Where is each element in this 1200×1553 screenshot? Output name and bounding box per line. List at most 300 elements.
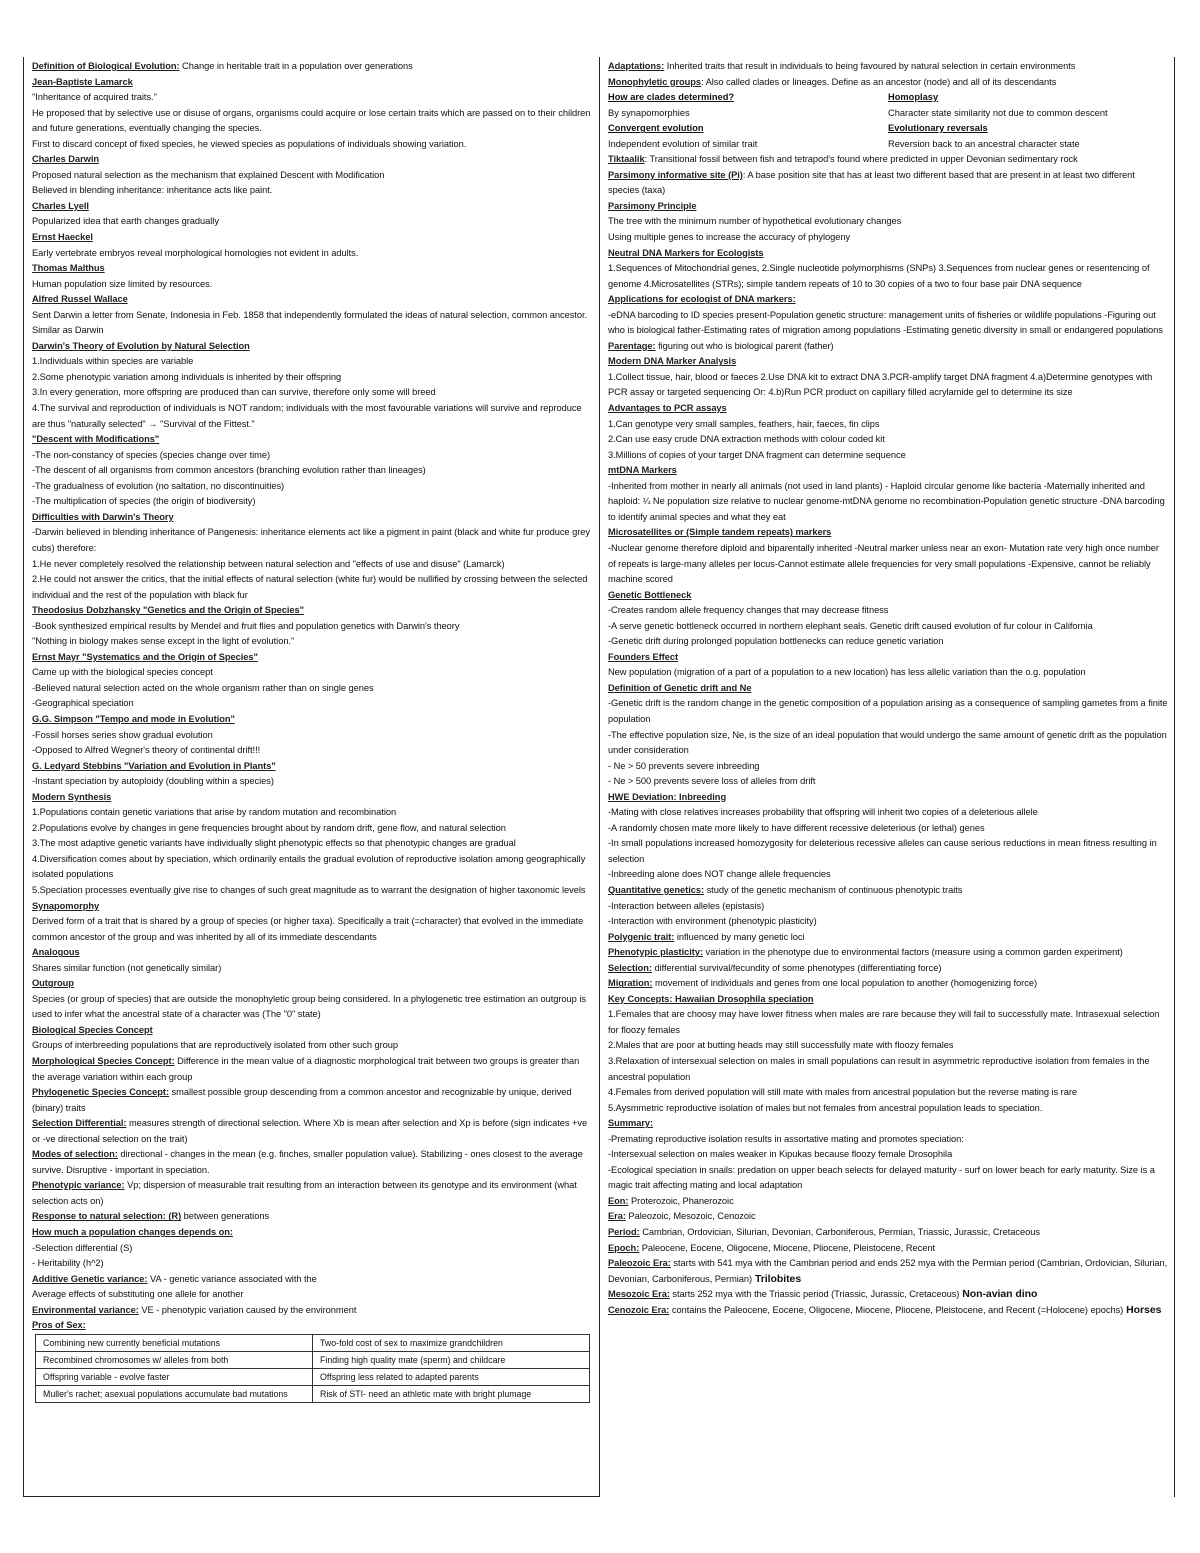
table-cell: Finding high quality mate (sperm) and childcare bbox=[313, 1351, 590, 1368]
note-entry bbox=[32, 572, 593, 603]
entry-text: 2.Can use easy crude DNA extraction methods with colour coded kit bbox=[608, 434, 885, 445]
entry-heading: Monophyletic groups bbox=[608, 76, 702, 87]
note-entry bbox=[608, 292, 1168, 308]
note-entry bbox=[608, 961, 1168, 977]
entry-text: between generations bbox=[181, 1211, 270, 1222]
entry-heading: Charles Lyell bbox=[32, 200, 89, 211]
entry-text: -Instant speciation by autoploidy (doubling within a species) bbox=[32, 776, 274, 787]
term-cell bbox=[888, 137, 1168, 153]
entry-text: 2.He could not answer the critics, that the initial effects of natural selection (white fur) would be nullified by crossing between the selected individual and the rest of the population with black fur bbox=[32, 574, 588, 600]
note-entry bbox=[608, 168, 1168, 199]
note-entry bbox=[32, 183, 593, 199]
note-entry bbox=[32, 59, 593, 75]
entry-text: 4.Females from derived population will still mate with males from ancestral population but the reverse mating is rare bbox=[608, 1087, 1078, 1098]
note-entry bbox=[32, 1287, 593, 1303]
entry-heading: HWE Deviation: Inbreeding bbox=[608, 791, 727, 802]
entry-text: 3.The most adaptive genetic variants have individually slight phenotypic effects so that phenotypic changes are gradual bbox=[32, 838, 516, 849]
entry-heading: Outgroup bbox=[32, 978, 74, 989]
entry-text: movement of individuals and genes from one local population to another (homogenizing force) bbox=[652, 978, 1037, 989]
entry-text: starts 252 mya with the Triassic period (Triassic, Jurassic, Cretaceous) bbox=[669, 1289, 960, 1300]
note-entry bbox=[32, 1085, 593, 1116]
entry-text: Derived form of a trait that is shared by a group of species (or higher taxa). Specifically a trait (=character) that evolved in the immediate common ancestor of the group and was inherited by all of its immediate descendants bbox=[32, 916, 584, 942]
note-entry bbox=[32, 1116, 593, 1147]
note-entry bbox=[32, 821, 593, 837]
note-entry bbox=[608, 448, 1168, 464]
entry-text: 1.Females that are choosy may have lower fitness when males are rare because they will fail to successfully mate. Intrasexual selection for floozy females bbox=[608, 1009, 1160, 1035]
entry-text: By synapomorphies bbox=[608, 107, 690, 118]
entry-text: Vp; dispersion of measurable trait resulting from an interaction between its genotype and its environment (what selection acts on) bbox=[32, 1180, 577, 1206]
note-entry bbox=[32, 681, 593, 697]
note-entry bbox=[32, 479, 593, 495]
entry-text: -In small populations increased homozygosity for deleterious recessive alleles can cause serious reductions in mean fitness resulting in selection bbox=[608, 838, 1157, 864]
entry-text: -A randomly chosen mate more likely to have different recessive deleterious (or lethal) genes bbox=[608, 822, 985, 833]
entry-heading: Polygenic trait: bbox=[608, 931, 675, 942]
term-cell bbox=[608, 137, 888, 153]
entry-text: 1.Sequences of Mitochondrial genes, 2.Single nucleotide polymorphisms (SNPs) 3.Sequences from nuclear genes or resentencing of genome 4.Microsatellites (STRs); simple tandem repeats of 10 to 30 copies of a two to four base pair DNA sequence bbox=[608, 263, 1150, 289]
note-entry bbox=[32, 510, 593, 526]
note-entry bbox=[608, 930, 1168, 946]
entry-text: variation in the phenotype due to environmental factors (measure using a common garden experiment) bbox=[703, 947, 1123, 958]
note-entry bbox=[608, 634, 1168, 650]
term-row bbox=[608, 137, 1168, 153]
note-entry bbox=[608, 805, 1168, 821]
entry-text: 3.Millions of copies of your target DNA fragment can determine sequence bbox=[608, 449, 906, 460]
entry-text: starts with 541 mya with the Cambrian period and ends 252 mya with the Permian period (Cambrian, Ordovician, Silurian, Devonian, Carboniferous, Permian) bbox=[608, 1258, 1168, 1284]
entry-heading: Epoch: bbox=[608, 1242, 640, 1253]
note-entry bbox=[32, 665, 593, 681]
entry-text: -The gradualness of evolution (no saltation, no discontinuities) bbox=[32, 480, 285, 491]
entry-text: Groups of interbreeding populations that are reproductively isolated from other such group bbox=[32, 1040, 399, 1051]
note-entry bbox=[32, 308, 593, 339]
note-entry bbox=[32, 759, 593, 775]
note-entry bbox=[608, 774, 1168, 790]
term-cell bbox=[608, 106, 888, 122]
entry-text: Believed in blending inheritance: inheritance acts like paint. bbox=[32, 185, 273, 196]
note-entry bbox=[32, 1272, 593, 1288]
entry-text: Cambrian, Ordovician, Silurian, Devonian, Carboniferous, Permian, Triassic, Jurassic, Cretaceous bbox=[639, 1227, 1040, 1238]
term-row bbox=[608, 90, 1168, 106]
note-entry bbox=[608, 1085, 1168, 1101]
entry-text: Reversion back to an ancestral character state bbox=[888, 138, 1080, 149]
note-entry bbox=[608, 75, 1168, 91]
entry-text: Character state similarity not due to common descent bbox=[888, 107, 1108, 118]
entry-heading: Modern DNA Marker Analysis bbox=[608, 356, 737, 367]
entry-text: -Fossil horses series show gradual evolution bbox=[32, 729, 213, 740]
note-entry bbox=[32, 137, 593, 153]
note-entry bbox=[608, 696, 1168, 727]
entry-text: 3.Relaxation of intersexual selection on males in small populations can result in asymmetric reproductive isolation from females in the ancestral population bbox=[608, 1056, 1150, 1082]
note-entry bbox=[608, 1038, 1168, 1054]
entry-text: : Transitional fossil between fish and tetrapod's found where predicted in upper Devonian sedimentary rock bbox=[644, 154, 1078, 165]
note-entry bbox=[32, 1241, 593, 1257]
note-entry bbox=[608, 1287, 1168, 1303]
entry-heading: Parsimony informative site (Pi) bbox=[608, 169, 743, 180]
entry-text: -Inherited from mother in nearly all animals (not used in land plants) - Haploid circular genome like bacteria -Maternally inherited and haploid: ¼ Ne population size relative to nuclear genome-mtDNA genome no recombination-Population genetic structure -DNA barcoding to identify animal species and what they eat bbox=[608, 480, 1165, 522]
entry-text: -Interaction with environment (phenotypic plasticity) bbox=[608, 916, 817, 927]
entry-heading: "Descent with Modifications" bbox=[32, 434, 160, 445]
note-entry bbox=[608, 525, 1168, 541]
table-cell: Combining new currently beneficial mutations bbox=[36, 1334, 313, 1351]
entry-heading: Cenozoic Era: bbox=[608, 1304, 670, 1315]
note-entry bbox=[608, 1147, 1168, 1163]
entry-text: influenced by many genetic loci bbox=[674, 931, 805, 942]
table-row bbox=[36, 1368, 590, 1385]
note-entry bbox=[608, 883, 1168, 899]
entry-text: 1.Individuals within species are variable bbox=[32, 356, 194, 367]
entry-heading: Alfred Russel Wallace bbox=[32, 294, 128, 305]
note-entry bbox=[32, 557, 593, 573]
entry-text: -Selection differential (S) bbox=[32, 1242, 133, 1253]
entry-text: 4.Diversification comes about by speciation, which ordinarily entails the gradual evolution of reproductive isolation among geographically isolated populations bbox=[32, 853, 586, 880]
entry-text: -Genetic drift during prolonged population bottlenecks can reduce genetic variation bbox=[608, 636, 944, 647]
note-entry bbox=[32, 339, 593, 355]
note-entry bbox=[608, 199, 1168, 215]
entry-text: -Mating with close relatives increases probability that offspring will inherit two copies of a deleterious allele bbox=[608, 807, 1038, 818]
note-entry bbox=[32, 1256, 593, 1272]
entry-heading: Era: bbox=[608, 1211, 626, 1222]
entry-text: 1.Collect tissue, hair, blood or faeces 2.Use DNA kit to extract DNA 3.PCR-amplify target DNA fragment 4.a)Determine genotypes with PCR assay or targeted sequencing Or: 4.b)Run PCR product on capillary filled acrylamide gel to determine its size bbox=[608, 371, 1153, 398]
note-entry bbox=[32, 292, 593, 308]
term-cell bbox=[888, 106, 1168, 122]
note-entry bbox=[608, 1225, 1168, 1241]
note-entry bbox=[32, 168, 593, 184]
entry-heading: Quantitative genetics: bbox=[608, 884, 705, 895]
left-entries bbox=[32, 59, 593, 1334]
cheat-sheet bbox=[23, 57, 1175, 1497]
entry-text: Difference in the mean value of a diagnostic morphological trait between two groups is greater than the average variation within each group bbox=[32, 1056, 580, 1082]
entry-text: - Ne > 500 prevents severe loss of alleles from drift bbox=[608, 776, 816, 787]
entry-text: Using multiple genes to increase the accuracy of phylogeny bbox=[608, 232, 851, 243]
note-entry bbox=[32, 230, 593, 246]
term-cell bbox=[608, 121, 888, 137]
note-entry bbox=[608, 261, 1168, 292]
entry-heading: Theodosius Dobzhansky "Genetics and the Origin of Species" bbox=[32, 605, 304, 616]
table-cell: Recombined chromosomes w/ alleles from both bbox=[36, 1351, 313, 1368]
note-entry bbox=[608, 976, 1168, 992]
note-entry bbox=[32, 619, 593, 635]
note-entry bbox=[32, 354, 593, 370]
entry-text: study of the genetic mechanism of continuous phenotypic traits bbox=[704, 884, 963, 895]
note-entry bbox=[608, 992, 1168, 1008]
entry-heading: Environmental variance: bbox=[32, 1304, 139, 1315]
note-entry bbox=[608, 59, 1168, 75]
entry-heading: Biological Species Concept bbox=[32, 1024, 153, 1035]
note-entry bbox=[32, 774, 593, 790]
entry-heading: Ernst Mayr "Systematics and the Origin of Species" bbox=[32, 651, 258, 662]
entry-text: -Intersexual selection on males weaker in Kipukas because floozy female Drosophila bbox=[608, 1149, 953, 1160]
entry-text: Sent Darwin a letter from Senate, Indonesia in Feb. 1858 that independently formulated the ideas of natural selection, common ancestor. Similar as Darwin bbox=[32, 309, 588, 336]
note-entry bbox=[608, 479, 1168, 526]
entry-text: Popularized idea that earth changes gradually bbox=[32, 216, 219, 227]
note-entry bbox=[32, 696, 593, 712]
note-entry bbox=[608, 821, 1168, 837]
entry-text: Human population size limited by resources. bbox=[32, 278, 213, 289]
entry-text: -Opposed to Alfred Wegner's theory of continental drift!!! bbox=[32, 745, 261, 756]
entry-text: : Also called clades or lineages. Define as an ancestor (node) and all of its descendants bbox=[701, 76, 1057, 87]
right-column bbox=[600, 57, 1175, 1497]
entry-text: First to discard concept of fixed species, he viewed species as populations of individuals showing variation. bbox=[32, 138, 467, 149]
entry-text: -A serve genetic bottleneck occurred in northern elephant seals. Genetic drift caused evolution of fur colour in California bbox=[608, 620, 1093, 631]
note-entry bbox=[608, 1303, 1168, 1319]
entry-text: 2.Males that are poor at butting heads may still successfully mate with floozy females bbox=[608, 1040, 954, 1051]
note-entry bbox=[608, 588, 1168, 604]
entry-heading: Charles Darwin bbox=[32, 154, 99, 165]
entry-text: contains the Paleocene, Eocene, Oligocene, Miocene, Pliocene, Pleistocene, and Recent (=Holocene) epochs) bbox=[669, 1304, 1124, 1315]
table-row bbox=[36, 1334, 590, 1351]
entry-text: directional - changes in the mean (e.g. finches, smaller population value). Stabilizing - ones closest to the average survive. Disruptive - important in speciation. bbox=[32, 1149, 583, 1175]
entry-heading: Convergent evolution bbox=[608, 123, 704, 134]
entry-text: -The descent of all organisms from common ancestors (branching evolution rather than lineages) bbox=[32, 465, 426, 476]
entry-heading: Founders Effect bbox=[608, 651, 679, 662]
table-cell: Risk of STI- need an athletic mate with bright plumage bbox=[313, 1385, 590, 1402]
term-cell bbox=[608, 90, 888, 106]
entry-text: Proposed natural selection as the mechanism that explained Descent with Modification bbox=[32, 169, 385, 180]
table-row bbox=[36, 1351, 590, 1368]
clade-terms-grid bbox=[608, 90, 1168, 152]
entry-text: Shares similar function (not genetically similar) bbox=[32, 962, 222, 973]
entry-heading: Eon: bbox=[608, 1195, 629, 1206]
entry-text: VE - phenotypic variation caused by the environment bbox=[138, 1304, 357, 1315]
note-entry bbox=[32, 1178, 593, 1209]
note-entry bbox=[32, 261, 593, 277]
entry-heading: Definition of Genetic drift and Ne bbox=[608, 682, 752, 693]
entry-heading: Neutral DNA Markers for Ecologists bbox=[608, 247, 764, 258]
note-entry bbox=[32, 1225, 593, 1241]
note-entry bbox=[32, 1038, 593, 1054]
entry-heading: Period: bbox=[608, 1227, 640, 1238]
entry-text: -Premating reproductive isolation results in assortative mating and promotes speciation: bbox=[608, 1133, 964, 1144]
entry-text: -Geographical speciation bbox=[32, 698, 134, 709]
entry-heading: Genetic Bottleneck bbox=[608, 589, 692, 600]
entry-text: 2.Some phenotypic variation among individuals is inherited by their offspring bbox=[32, 371, 342, 382]
entry-text: Average effects of substituting one allele for another bbox=[32, 1289, 244, 1300]
entry-heading: mtDNA Markers bbox=[608, 465, 677, 476]
right-entries-bottom bbox=[608, 152, 1168, 1318]
note-entry bbox=[608, 230, 1168, 246]
note-entry bbox=[608, 945, 1168, 961]
note-entry bbox=[32, 1147, 593, 1178]
entry-heading: Analogous bbox=[32, 947, 80, 958]
note-entry bbox=[608, 790, 1168, 806]
entry-text: -The non-constancy of species (species change over time) bbox=[32, 449, 271, 460]
entry-heading: Ernst Haeckel bbox=[32, 232, 93, 243]
note-entry bbox=[32, 1054, 593, 1085]
entry-text: -Book synthesized empirical results by Mendel and fruit flies and population genetics with Darwin's theory bbox=[32, 620, 460, 631]
note-entry bbox=[608, 914, 1168, 930]
entry-heading: Pros of Sex: bbox=[32, 1320, 86, 1331]
note-entry bbox=[32, 790, 593, 806]
entry-text: Proterozoic, Phanerozoic bbox=[628, 1195, 734, 1206]
entry-heading: Difficulties with Darwin's Theory bbox=[32, 511, 174, 522]
note-entry bbox=[608, 665, 1168, 681]
note-entry bbox=[32, 75, 593, 91]
entry-text: 2.Populations evolve by changes in gene frequencies brought about by random drift, gene flow, and natural selection bbox=[32, 822, 506, 833]
note-entry bbox=[608, 152, 1168, 168]
note-entry bbox=[608, 370, 1168, 401]
right-entries-top bbox=[608, 59, 1168, 90]
note-entry bbox=[32, 463, 593, 479]
entry-heading: Applications for ecologist of DNA markers: bbox=[608, 294, 796, 305]
entry-text: -eDNA barcoding to ID species present-Population genetic structure: management units of fisheries or wildlife populations -Figuring out who is biological father-Estimating rates of migration among populations -Estimating genetic diversity in small or endangered populations bbox=[608, 309, 1163, 336]
table-cell: Offspring variable - evolve faster bbox=[36, 1368, 313, 1385]
note-entry bbox=[608, 339, 1168, 355]
note-entry bbox=[608, 1194, 1168, 1210]
note-entry bbox=[32, 525, 593, 556]
entry-text: Independent evolution of similar trait bbox=[608, 138, 758, 149]
entry-emphasis: Non-avian dino bbox=[959, 1288, 1038, 1301]
entry-heading: Evolutionary reversals bbox=[888, 123, 988, 134]
note-entry bbox=[32, 650, 593, 666]
note-entry bbox=[608, 603, 1168, 619]
entry-text: - Ne > 50 prevents severe inbreeding bbox=[608, 760, 760, 771]
note-entry bbox=[608, 246, 1168, 262]
note-entry bbox=[608, 541, 1168, 588]
entry-text: 1.Populations contain genetic variations that arise by random mutation and recombination bbox=[32, 807, 397, 818]
note-entry bbox=[608, 1054, 1168, 1085]
entry-text: -Genetic drift is the random change in the genetic composition of a population arising as a consequence of sampling gametes from a finite population bbox=[608, 698, 1168, 724]
note-entry bbox=[32, 945, 593, 961]
entry-text: 1.Can genotype very small samples, feathers, hair, faeces, fin clips bbox=[608, 418, 880, 429]
entry-text: -Ecological speciation in snails: predation on upper beach selects for delayed maturity - surf on lower beach for early maturity. Size is a magic trait affecting mating and local adaptation bbox=[608, 1164, 1155, 1191]
note-entry bbox=[608, 1132, 1168, 1148]
entry-text: figuring out who is biological parent (father) bbox=[655, 340, 834, 351]
note-entry bbox=[608, 1241, 1168, 1257]
note-entry bbox=[32, 743, 593, 759]
entry-heading: How much a population changes depends on: bbox=[32, 1227, 233, 1238]
entry-heading: Migration: bbox=[608, 978, 653, 989]
note-entry bbox=[608, 899, 1168, 915]
note-entry bbox=[608, 1209, 1168, 1225]
note-entry bbox=[608, 432, 1168, 448]
entry-heading: Tiktaalik bbox=[608, 154, 645, 165]
entry-text: -Believed natural selection acted on the whole organism rather than on single genes bbox=[32, 682, 374, 693]
entry-text: Early vertebrate embryos reveal morphological homologies not evident in adults. bbox=[32, 247, 359, 258]
entry-text: - Heritability (h^2) bbox=[32, 1258, 104, 1269]
note-entry bbox=[32, 1023, 593, 1039]
entry-text: New population (migration of a part of a population to a new location) has less allelic variation than the o.g. population bbox=[608, 667, 1086, 678]
entry-heading: G.G. Simpson "Tempo and mode in Evolution" bbox=[32, 713, 235, 724]
note-entry bbox=[32, 494, 593, 510]
entry-text: VA - genetic variance associated with the bbox=[147, 1273, 317, 1284]
entry-heading: Summary: bbox=[608, 1118, 654, 1129]
term-row bbox=[608, 121, 1168, 137]
table-cell: Offspring less related to adapted parents bbox=[313, 1368, 590, 1385]
note-entry bbox=[608, 836, 1168, 867]
note-entry bbox=[32, 961, 593, 977]
note-entry bbox=[32, 246, 593, 262]
note-entry bbox=[608, 1256, 1168, 1287]
table-cell: Muller's rachet; asexual populations accumulate bad mutations bbox=[36, 1385, 313, 1402]
note-entry bbox=[32, 1303, 593, 1319]
note-entry bbox=[32, 90, 593, 106]
note-entry bbox=[32, 1318, 593, 1334]
note-entry bbox=[32, 914, 593, 945]
entry-heading: Phenotypic variance: bbox=[32, 1180, 125, 1191]
note-entry bbox=[32, 728, 593, 744]
entry-text: 4.The survival and reproduction of individuals is NOT random; individuals with the most favourable variations will survive and reproduce are thus "naturally selected" → "Survival of the Fittest." bbox=[32, 403, 582, 429]
note-entry bbox=[608, 308, 1168, 339]
entry-text: Paleocene, Eocene, Oligocene, Miocene, Pliocene, Pleistocene, Recent bbox=[639, 1242, 936, 1253]
entry-heading: Selection Differential: bbox=[32, 1118, 127, 1129]
note-entry bbox=[608, 463, 1168, 479]
note-entry bbox=[608, 354, 1168, 370]
entry-text: smallest possible group descending from a common ancestor and recognizable by unique, derived (binary) traits bbox=[32, 1087, 572, 1113]
entry-heading: Synapomorphy bbox=[32, 900, 100, 911]
note-entry bbox=[32, 370, 593, 386]
entry-text: The tree with the minimum number of hypothetical evolutionary changes bbox=[608, 216, 902, 227]
note-entry bbox=[32, 401, 593, 432]
entry-text: He proposed that by selective use or disuse of organs, organisms could acquire or lose certain traits which are passed on to their children and future generations, eventually changing the species. bbox=[32, 107, 591, 134]
note-entry bbox=[608, 1007, 1168, 1038]
entry-text: Came up with the biological species concept bbox=[32, 667, 213, 678]
note-entry bbox=[608, 1101, 1168, 1117]
entry-text: Change in heritable trait in a population over generations bbox=[179, 61, 413, 71]
note-entry bbox=[32, 883, 593, 899]
entry-heading: Definition of Biological Evolution: bbox=[32, 61, 180, 71]
entry-text: -Darwin believed in blending inheritance of Pangenesis: inheritance elements act like a pigment in paint (black and white fur produce grey cubs) therefore: bbox=[32, 527, 590, 553]
table-cell: Two-fold cost of sex to maximize grandchildren bbox=[313, 1334, 590, 1351]
note-entry bbox=[608, 650, 1168, 666]
entry-text: -The effective population size, Ne, is the size of an ideal population that would undergo the same amount of genetic drift as the population under consideration bbox=[608, 729, 1167, 756]
entry-heading: Darwin's Theory of Evolution by Natural Selection bbox=[32, 340, 250, 351]
note-entry bbox=[32, 992, 593, 1023]
entry-emphasis: Horses bbox=[1123, 1303, 1162, 1316]
entry-heading: Mesozoic Era: bbox=[608, 1289, 670, 1300]
note-entry bbox=[608, 401, 1168, 417]
entry-heading: Advantages to PCR assays bbox=[608, 403, 727, 414]
entry-text: Paleozoic, Mesozoic, Cenozoic bbox=[625, 1211, 756, 1222]
note-entry bbox=[608, 759, 1168, 775]
table-row bbox=[36, 1385, 590, 1402]
note-entry bbox=[32, 1209, 593, 1225]
entry-heading: Morphological Species Concept: bbox=[32, 1056, 175, 1066]
entry-heading: Paleozoic Era: bbox=[608, 1258, 671, 1269]
entry-text: measures strength of directional selection. Where Xb is mean after selection and Xp is before (sign indicates +ve or -ve directional selection on the trait) bbox=[32, 1118, 588, 1144]
note-entry bbox=[32, 432, 593, 448]
note-entry bbox=[608, 1163, 1168, 1194]
entry-heading: Parentage: bbox=[608, 340, 656, 351]
term-cell bbox=[888, 90, 1168, 106]
entry-heading: Parsimony Principle bbox=[608, 200, 697, 211]
note-entry bbox=[32, 277, 593, 293]
entry-heading: Jean-Baptiste Lamarck bbox=[32, 76, 133, 87]
entry-text: : A base position site that has at least two different based that are present in at least two different species (taxa) bbox=[608, 169, 1135, 196]
entry-text: 1.He never completely resolved the relationship between natural selection and "effects of use and disuse" (Lamarck) bbox=[32, 558, 505, 569]
note-entry bbox=[32, 634, 593, 650]
note-entry bbox=[608, 728, 1168, 759]
note-entry bbox=[32, 152, 593, 168]
note-entry bbox=[608, 867, 1168, 883]
note-entry bbox=[32, 712, 593, 728]
note-entry bbox=[608, 214, 1168, 230]
entry-heading: Additive Genetic variance: bbox=[32, 1273, 148, 1284]
entry-heading: Microsatellites or (Simple tandem repeats) markers bbox=[608, 527, 832, 538]
note-entry bbox=[32, 899, 593, 915]
entry-heading: Homoplasy bbox=[888, 92, 939, 103]
entry-text: -Creates random allele frequency changes that may decrease fitness bbox=[608, 605, 889, 616]
note-entry bbox=[608, 1116, 1168, 1132]
entry-text: -The multiplication of species (the origin of biodiversity) bbox=[32, 496, 256, 507]
entry-heading: Key Concepts: Hawaiian Drosophila speciation bbox=[608, 993, 814, 1004]
entry-heading: Selection: bbox=[608, 962, 652, 973]
note-entry bbox=[32, 836, 593, 852]
entry-text: -Inbreeding alone does NOT change allele frequencies bbox=[608, 869, 831, 880]
note-entry bbox=[32, 106, 593, 137]
entry-text: 5.Speciation processes eventually give rise to changes of such great magnitude as to warrant the designation of higher taxonomic levels bbox=[32, 884, 586, 895]
entry-heading: G. Ledyard Stebbins "Variation and Evolution in Plants" bbox=[32, 760, 276, 771]
entry-heading: Adaptations: bbox=[608, 61, 665, 71]
entry-text: differential survival/fecundity of some phenotypes (differentiating force) bbox=[651, 962, 942, 973]
